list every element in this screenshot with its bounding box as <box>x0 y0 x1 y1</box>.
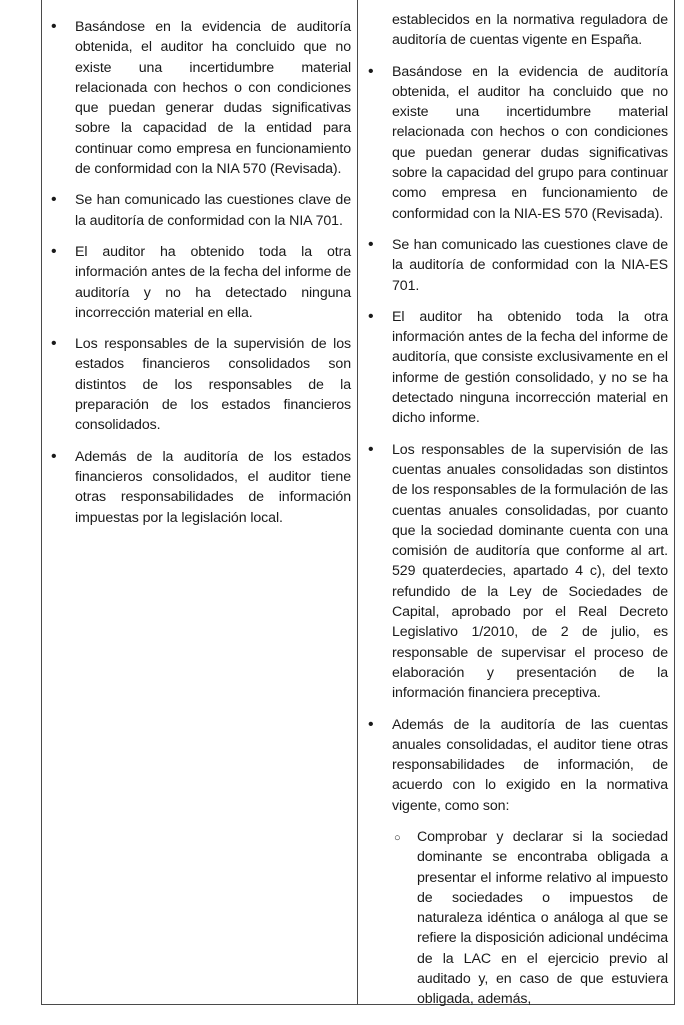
list-item-text: Los responsables de la supervisión de los estados financieros consolidados son distintos de los responsables de la preparación de los estados financieros consolidados. <box>75 336 351 434</box>
list-item-text: Se han comunicado las cuestiones clave de la auditoría de conformidad con la NIA-ES 701. <box>392 236 668 294</box>
list-item-text: El auditor ha obtenido toda la otra información antes de la fecha del informe de auditoría, que consiste exclusivamente en el informe de gestión consolidado, y no se ha detectado ninguna incorrección material en dicho informe. <box>392 308 668 427</box>
list-item <box>41 190 358 231</box>
list-item <box>358 62 675 224</box>
bullet-icon: • <box>368 62 374 80</box>
list-item <box>358 715 675 816</box>
bullet-icon: • <box>51 191 57 209</box>
right-bullet-list <box>358 62 675 816</box>
list-item-text: Basándose en la evidencia de auditoría obtenida, el auditor ha concluido que no existe una incertidumbre material relacionada con hechos o con condiciones que puedan generar dudas significativas sobre la capacidad del grupo para continuar como empresa en funcionamiento de conformidad con la NIA-ES 570 (Revisada). <box>392 63 668 222</box>
bullet-icon: • <box>51 335 57 353</box>
list-item-text: Basándose en la evidencia de auditoría obtenida, el auditor ha concluido que no existe una incertidumbre material relacionada con hechos o con condiciones que puedan generar dudas significativas sobre la capacidad de la entidad para continuar como empresa en funcionamiento de conformidad con la NIA 570 (Revisada). <box>75 19 351 178</box>
list-item-text: Además de la auditoría de los estados financieros consolidados, el auditor tiene otras responsabilidades de información impuestas por la legislación local. <box>75 448 351 526</box>
list-item <box>358 307 675 429</box>
list-item <box>41 242 358 323</box>
left-bullet-list <box>41 0 358 528</box>
bullet-icon: • <box>51 447 57 465</box>
bullet-icon: • <box>368 307 374 325</box>
circle-bullet-icon: ○ <box>394 831 401 844</box>
sub-list-item <box>358 827 675 1010</box>
list-item <box>41 17 358 179</box>
list-item-text: El auditor ha obtenido toda la otra información antes de la fecha del informe de auditoría y no ha detectado ninguna incorrección material en ella. <box>75 243 351 321</box>
bullet-icon: • <box>368 715 374 733</box>
bullet-icon: • <box>368 440 374 458</box>
right-column <box>358 0 675 1010</box>
list-item-text: Además de la auditoría de las cuentas anuales consolidadas, el auditor tiene otras responsabilidades de información, de acuerdo con lo exigido en la normativa vigente, como son: <box>392 716 668 814</box>
bullet-icon: • <box>51 242 57 260</box>
list-item-text: Se han comunicado las cuestiones clave de la auditoría de conformidad con la NIA 701. <box>75 192 351 229</box>
sub-list-item-text: Comprobar y declarar si la sociedad dominante se encontraba obligada a presentar el informe relativo al impuesto de sociedades o impuestos de naturaleza idéntica o análoga al que se refiere la disposición adicional undécima de la LAC en el ejercicio previo al auditado y, en caso de que estuviera obligada, además, <box>417 828 668 1008</box>
list-item <box>41 447 358 528</box>
right-sub-bullet-list <box>358 827 675 1010</box>
list-item-text: Los responsables de la supervisión de las cuentas anuales consolidadas son distintos de los responsables de la formulación de las cuentas anuales consolidadas, por cuanto que la sociedad dominante cuenta con una comisión de auditoría que conforme al art. 529 quaterdecies, apartado 4 c), del texto refundido de la Ley de Sociedades de Capital, aprobado por el Real Decreto Legislativo 1/2010, de 2 de julio, es responsable de supervisar el proceso de elaboración y presentación de la información financiera preceptiva. <box>392 441 668 702</box>
list-item <box>358 235 675 296</box>
bullet-icon: • <box>51 18 57 35</box>
left-column <box>41 0 358 539</box>
bullet-icon: • <box>368 235 374 253</box>
list-item <box>358 440 675 704</box>
continuation-text: establecidos en la normativa reguladora de auditoría de cuentas vigente en España. <box>392 12 668 49</box>
list-item <box>41 334 358 435</box>
